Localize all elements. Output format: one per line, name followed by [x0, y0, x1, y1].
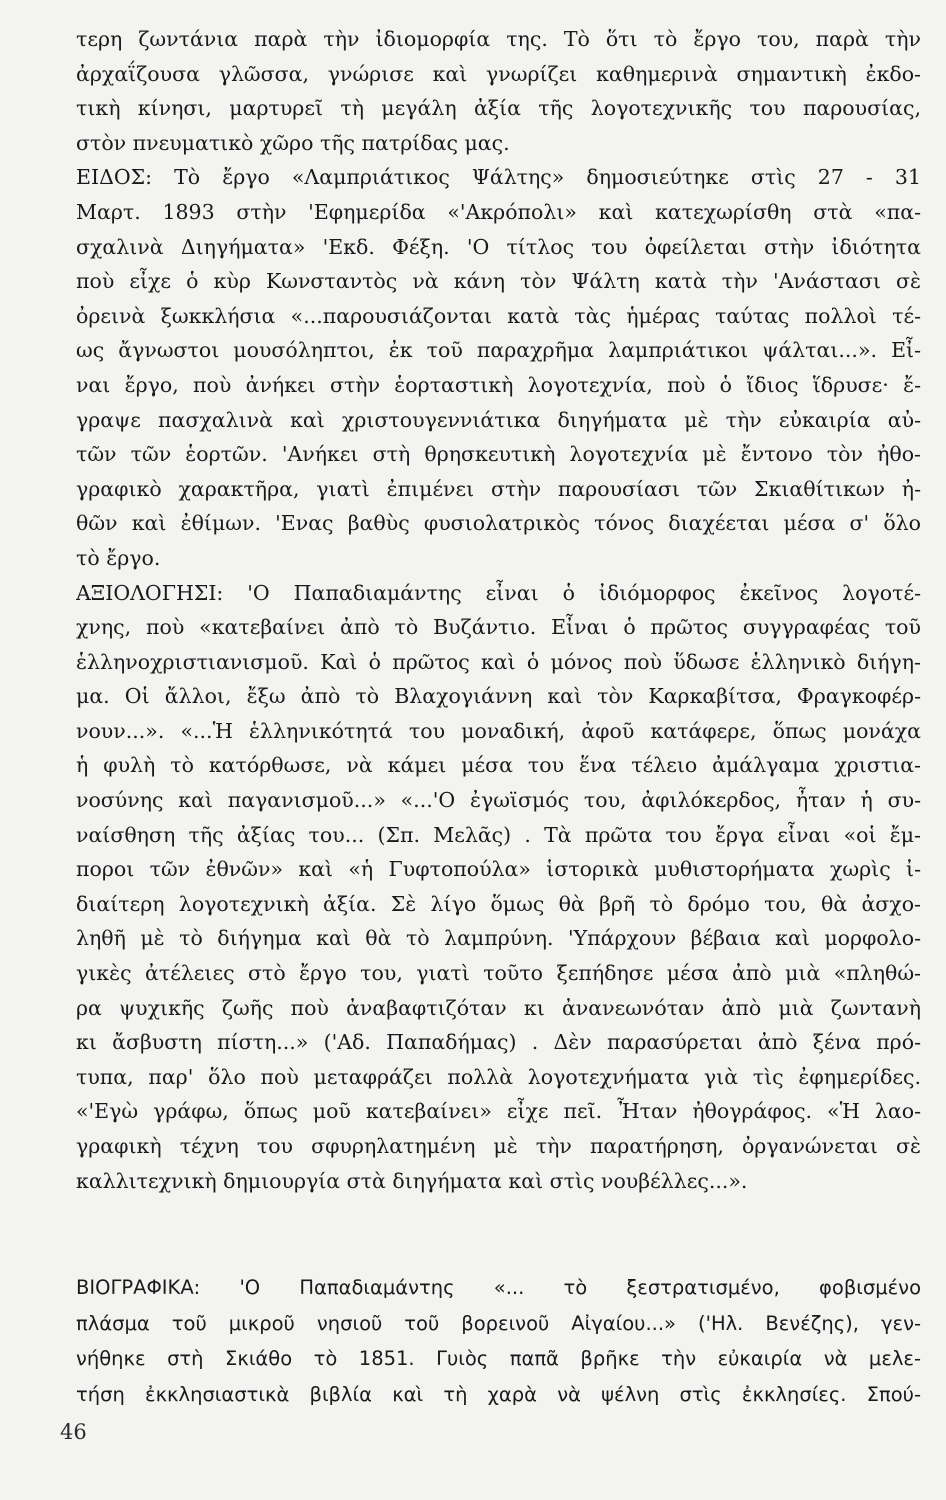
- text-line: ναίσθηση τῆς ἀξίας του... (Σπ. Μελᾶς) . Τὰ πρῶτα του ἔργα εἶναι «οἱ ἔμ-: [76, 822, 921, 847]
- biography-text: [76, 1270, 921, 1412]
- text-line: διαίτερη λογοτεχνικὴ ἀξία. Σὲ λίγο ὅμως θὰ βρῆ τὸ δρόμο του, θὰ ἀσχο-: [76, 891, 921, 916]
- text-line: τερη ζωντάνια παρὰ τὴν ἰδιομορφία της. Τὸ ὅτι τὸ ἔργο του, παρὰ τὴν: [76, 27, 921, 51]
- text-line: νουν...». «...Ἡ ἑλληνικότητά του μοναδική, ἀφοῦ κατάφερε, ὅπως μονάχα: [76, 718, 921, 743]
- text-line: ΑΞΙΟΛΟΓΗΣΙ: 'Ο Παπαδιαμάντης εἶναι ὁ ἰδιόμορφος ἐκεῖνος λογοτέ-: [76, 580, 921, 605]
- text-line: τῶν τῶν ἑορτῶν. 'Ανήκει στὴ θρησκευτικὴ λογοτεχνία μὲ ἔντονο τὸν ἠθο-: [76, 442, 921, 467]
- text-line: ναι ἔργο, ποὺ ἀνήκει στὴν ἑορταστικὴ λογοτεχνία, ποὺ ὁ ἴδιος ἵδρυσε· ἔ-: [76, 372, 921, 397]
- text-line: γραφικὴ τέχνη του σφυρηλατημένη μὲ τὴν παρατήρηση, ὀργανώνεται σὲ: [76, 1134, 921, 1158]
- text-line: μα. Οἱ ἄλλοι, ἔξω ἀπὸ τὸ Βλαχογιάννη καὶ τὸν Καρκαβίτσα, Φραγκοφέρ-: [76, 684, 921, 709]
- text-line: ως ἄγνωστοι μουσόληπτοι, ἐκ τοῦ παραχρῆμα λαμπριάτικοι ψάλται...». Εἶ-: [76, 338, 921, 363]
- text-line: ὀρεινὰ ξωκκλήσια «...παρουσιάζονται κατὰ τὰς ἡμέρας ταύτας πολλοὶ τέ-: [76, 303, 921, 328]
- text-line: γικὲς ἀτέλειες στὸ ἔργο του, γιατὶ τοῦτο ξεπήδησε μέσα ἀπὸ μιὰ «πληθώ-: [76, 961, 921, 986]
- text-line: ΒΙΟΓΡΑΦΙΚΑ: 'Ο Παπαδιαμάντης «... τὸ ξεστρατισμένο, φοβισμένο: [76, 1276, 921, 1299]
- text-line: ΕΙΔΟΣ: Τὸ ἔργο «Λαμπριάτικος Ψάλτης» δημοσιεύτηκε στὶς 27 - 31: [76, 165, 921, 190]
- text-line: σχαλινὰ Διηγήματα» 'Εκδ. Φέξη. 'Ο τίτλος του ὀφείλεται στὴν ἰδιότητα: [76, 234, 921, 259]
- text-line: ληθῆ μὲ τὸ διήγημα καὶ θὰ τὸ λαμπρύνη. 'Υπάρχουν βέβαια καὶ μορφολο-: [76, 926, 921, 951]
- text-line: νοσύνης καὶ παγανισμοῦ...» «...'Ο ἐγωϊσμός του, ἀφιλόκερδος, ἦταν ἡ συ-: [76, 788, 921, 813]
- text-line: γραψε πασχαλινὰ καὶ χριστουγεννιάτικα διηγήματα μὲ τὴν εὐκαιρία αὐ-: [76, 407, 921, 432]
- text-line: τυπα, παρ' ὅλο ποὺ μεταφράζει πολλὰ λογοτεχνήματα γιὰ τὶς ἐφημερίδες.: [76, 1064, 921, 1089]
- text-line: ρα ψυχικῆς ζωῆς ποὺ ἀναβαφτιζόταν κι ἀνανεωνόταν ἀπὸ μιὰ ζωντανὴ: [76, 995, 921, 1020]
- text-line: «'Εγὼ γράφω, ὅπως μοῦ κατεβαίνει» εἶχε πεῖ. Ἦταν ἠθογράφος. «Ἡ λαο-: [76, 1099, 921, 1124]
- text-line: ἀρχαΐζουσα γλῶσσα, γνώρισε καὶ γνωρίζει καθημερινὰ σημαντικὴ ἐκδο-: [76, 61, 921, 86]
- text-line: ἑλληνοχριστιανισμοῦ. Καὶ ὁ πρῶτος καὶ ὁ μόνος ποὺ ὕδωσε ἑλληνικὸ διήγη-: [76, 649, 921, 674]
- text-line: στὸν πνευματικὸ χῶρο τῆς πατρίδας μας.: [76, 130, 510, 155]
- main-text: [76, 22, 921, 1198]
- text-line: καλλιτεχνικὴ δημιουργία στὰ διηγήματα καὶ στὶς νουβέλλες...».: [76, 1168, 748, 1193]
- text-line: τὸ ἔργο.: [76, 545, 161, 570]
- text-line: νήθηκε στὴ Σκιάθο τὸ 1851. Γυιὸς παπᾶ βρῆκε τὴν εὐκαιρία νὰ μελε-: [76, 1347, 921, 1370]
- text-line: ποὺ εἶχε ὁ κὺρ Κωνσταντὸς νὰ κάνη τὸν Ψάλτη κατὰ τὴν 'Ανάστασι σὲ: [76, 269, 921, 294]
- text-line: θῶν καὶ ἐθίμων. 'Ενας βαθὺς φυσιολατρικὸς τόνος διαχέεται μέσα σ' ὅλο: [76, 511, 921, 536]
- text-line: πλάσμα τοῦ μικροῦ νησιοῦ τοῦ βορεινοῦ Αἰγαίου...» ('Ηλ. Βενέζης), γεν-: [76, 1311, 921, 1335]
- page-number: 46: [60, 1420, 87, 1444]
- text-line: κι ἄσβυστη πίστη...» ('Αδ. Παπαδήμας) . Δὲν παρασύρεται ἀπὸ ξένα πρό-: [76, 1030, 921, 1055]
- text-line: τικὴ κίνησι, μαρτυρεῖ τὴ μεγάλη ἀξία τῆς λογοτεχνικῆς του παρουσίας,: [76, 96, 921, 121]
- text-line: τήση ἐκκλησιαστικὰ βιβλία καὶ τὴ χαρὰ νὰ ψέλνη στὶς ἐκκλησίες. Σπού-: [76, 1382, 921, 1406]
- text-line: Μαρτ. 1893 στὴν 'Εφημερίδα «'Ακρόπολι» καὶ κατεχωρίσθη στὰ «πα-: [76, 199, 921, 224]
- text-line: γραφικὸ χαρακτῆρα, γιατὶ ἐπιμένει στὴν παρουσίασι τῶν Σκιαθίτικων ἠ-: [76, 476, 921, 501]
- text-line: ἡ φυλὴ τὸ κατόρθωσε, νὰ κάμει μέσα του ἕνα τέλειο ἀμάλγαμα χριστια-: [76, 753, 921, 778]
- text-line: ποροι τῶν ἐθνῶν» καὶ «ἡ Γυφτοπούλα» ἱστορικὰ μυθιστορήματα χωρὶς ἰ-: [76, 857, 921, 882]
- text-line: χνης, ποὺ «κατεβαίνει ἀπὸ τὸ Βυζάντιο. Εἶναι ὁ πρῶτος συγγραφέας τοῦ: [76, 615, 921, 640]
